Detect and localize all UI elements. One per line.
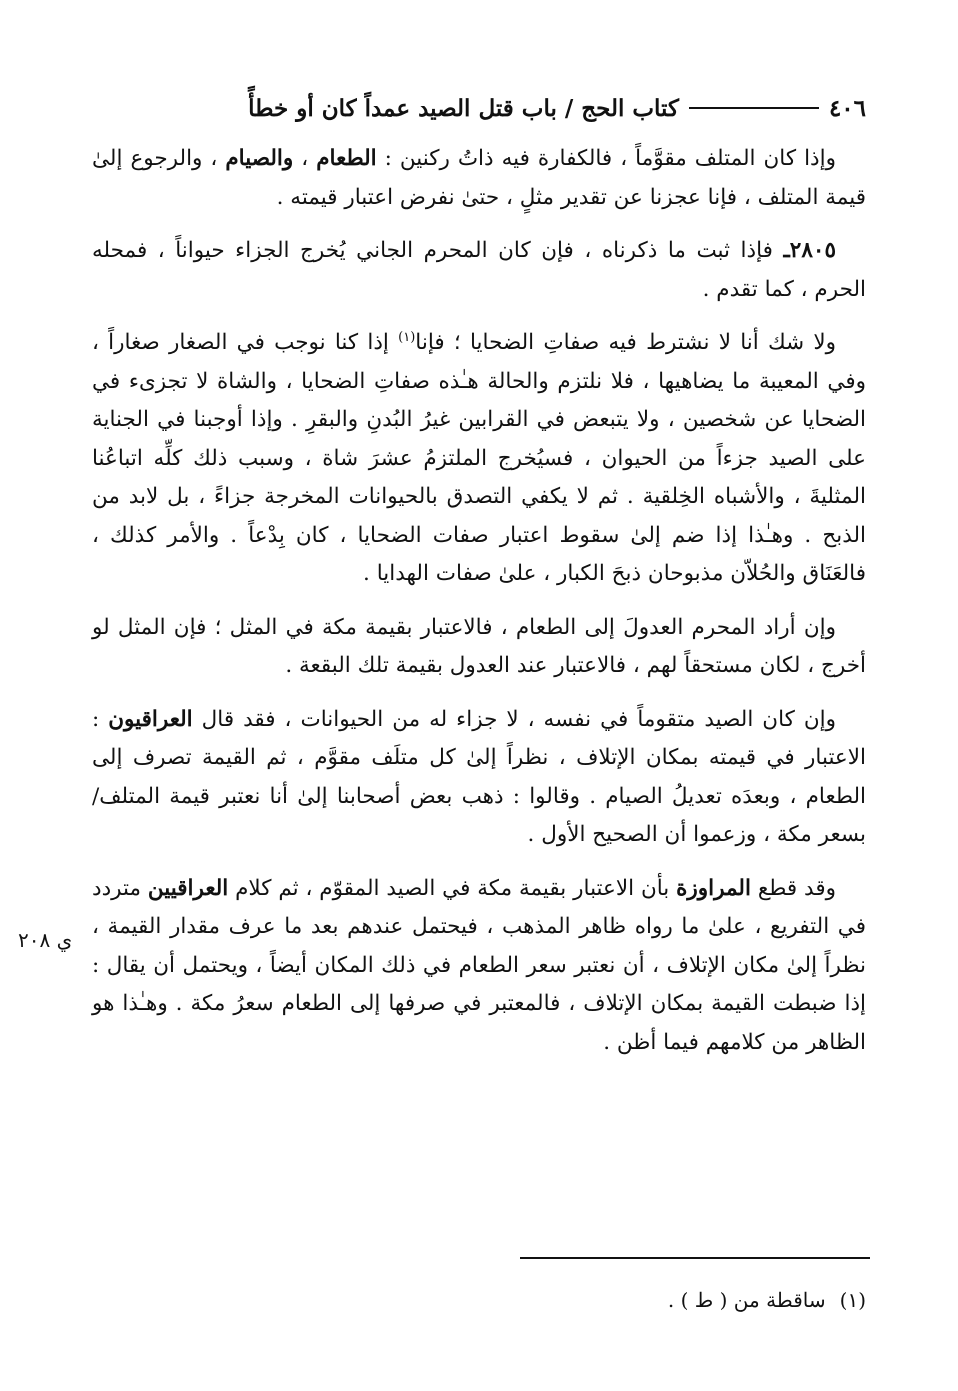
bold-term: الطعام	[316, 146, 377, 171]
paragraph-5	[92, 701, 866, 855]
bold-term: والصيام	[225, 146, 294, 171]
text-run: وإن كان الصيد متقوماً في نفسه ، لا جزاء له من الحيوانات ، فقد قال	[192, 706, 837, 732]
page-header	[92, 88, 866, 128]
text-run: وقد قطع	[750, 875, 836, 901]
page-number: ٤٠٦	[828, 94, 866, 122]
paragraph-1	[92, 140, 866, 217]
paragraph-4	[92, 609, 866, 686]
margin-manuscript-ref: ي ٢٠٨	[18, 928, 73, 952]
footnote-separator	[520, 1257, 870, 1259]
paragraph-2	[92, 232, 866, 309]
running-title: كتاب الحج / باب قتل الصيد عمداً كان أو خطأً	[248, 94, 679, 122]
text-run: وإن أراد المحرم العدولَ إلى الطعام ، فالاعتبار بقيمة مكة في المثل ؛ فإن المثل لو أخرج ، لكان مستحقاً لهم ، فالاعتبار عند العدول بقيمة تلك البقعة .	[92, 614, 866, 678]
footnote-number: (١)	[839, 1288, 866, 1312]
bold-term: المراوزة	[676, 875, 751, 901]
bold-term: العراقيون	[108, 706, 193, 732]
footnote-reference: (١)	[398, 329, 416, 345]
text-run: ،	[293, 146, 317, 171]
text-run: : الاعتبار في قيمته بمكان الإتلاف ، نظراً إلىٰ كل متلَف مقوَّم ، ثم القيمة تصرف إلى الطعام ، وبعدَه تعديلُ الصيام . وقالوا : ذهب بعض أصحابنا إلىٰ أنا نعتبر قيمة المتلف/ بسعر مكة ، وزعموا أن الصحيح الأول .	[92, 706, 866, 847]
text-run: وإذا كان المتلف مقوَّماً ، فالكفارة فيه ذاتُ ركنين :	[376, 146, 836, 171]
bold-term: العراقيين	[147, 875, 229, 901]
text-run: بأن الاعتبار بقيمة مكة في الصيد المقوّم ، ثم كلام	[228, 875, 677, 901]
text-run: فإذا ثبت ما ذكرناه ، فإن كان المحرم الجاني يُخرج الجزاء حيواناً ، فمحله الحرم ، كما تقدم .	[92, 238, 866, 302]
text-run: ، والرجوع إلىٰ قيمة المتلف ، فإنا عجزنا عن تقدير مثلٍ ، حتىٰ نفرض اعتبار قيمته .	[92, 146, 866, 210]
paragraph-3	[92, 324, 866, 594]
body-text	[92, 140, 866, 1077]
footnote	[668, 1288, 866, 1312]
section-number: ٢٨٠٥ـ	[783, 238, 836, 263]
text-run: ولا شك أنا لا نشترط فيه صفاتِ الضحايا ؛ فإنا	[415, 330, 836, 355]
text-run: متردد في التفريع ، علىٰ ما رواه ظاهر المذهب ، فيحتمل عندهم بعد ما عرف مقدار القيمة ، نظراً إلىٰ مكان الإتلاف ، أن نعتبر سعر الطعام في ذلك المكان أيضاً ، ويحتمل أن يقال : إذا ضبطت القيمة بمكان الإتلاف ، فالمعتبر في صرفها إلى الطعام سعرُ مكة . وهـٰذا هو الظاهر من كلامهم فيما أظن .	[92, 875, 866, 1055]
footnote-text: ساقطة من ( ط ) .	[667, 1288, 826, 1312]
header-rule	[689, 107, 819, 109]
paragraph-6	[92, 870, 866, 1063]
text-run: إذا كنا نوجب في الصغار صغاراً ، وفي المعيبة ما يضاهيها ، فلا نلتزم والحالة هـٰذه صفاتِ الضحايا ، والشاة لا تجزىء في الضحايا عن شخصين ، ولا يتبعض في القرابين غيرُ البُدنِ والبقرِ . وإذا أوجبنا في الجناية على الصيد جزءاً من الحيوان ، فسيُخرج الملتزمُ عشرَ شاة ، وسبب ذلك كلِّه اتباعُنا المثليةَ ، والأشباه الخِلقية . ثم لا يكفي التصدق بالحيوانات المخرجة جزاءً ، بل لابد من الذبح . وهـٰذا إذا ضم إلىٰ سقوط اعتبار صفات الضحايا ، كان بِدْعاً . والأمر كذلك ، فالعَنَاق والحُلاّن مذبوحان ذبحَ الكبار ، علىٰ صفات الهدايا .	[92, 330, 866, 586]
